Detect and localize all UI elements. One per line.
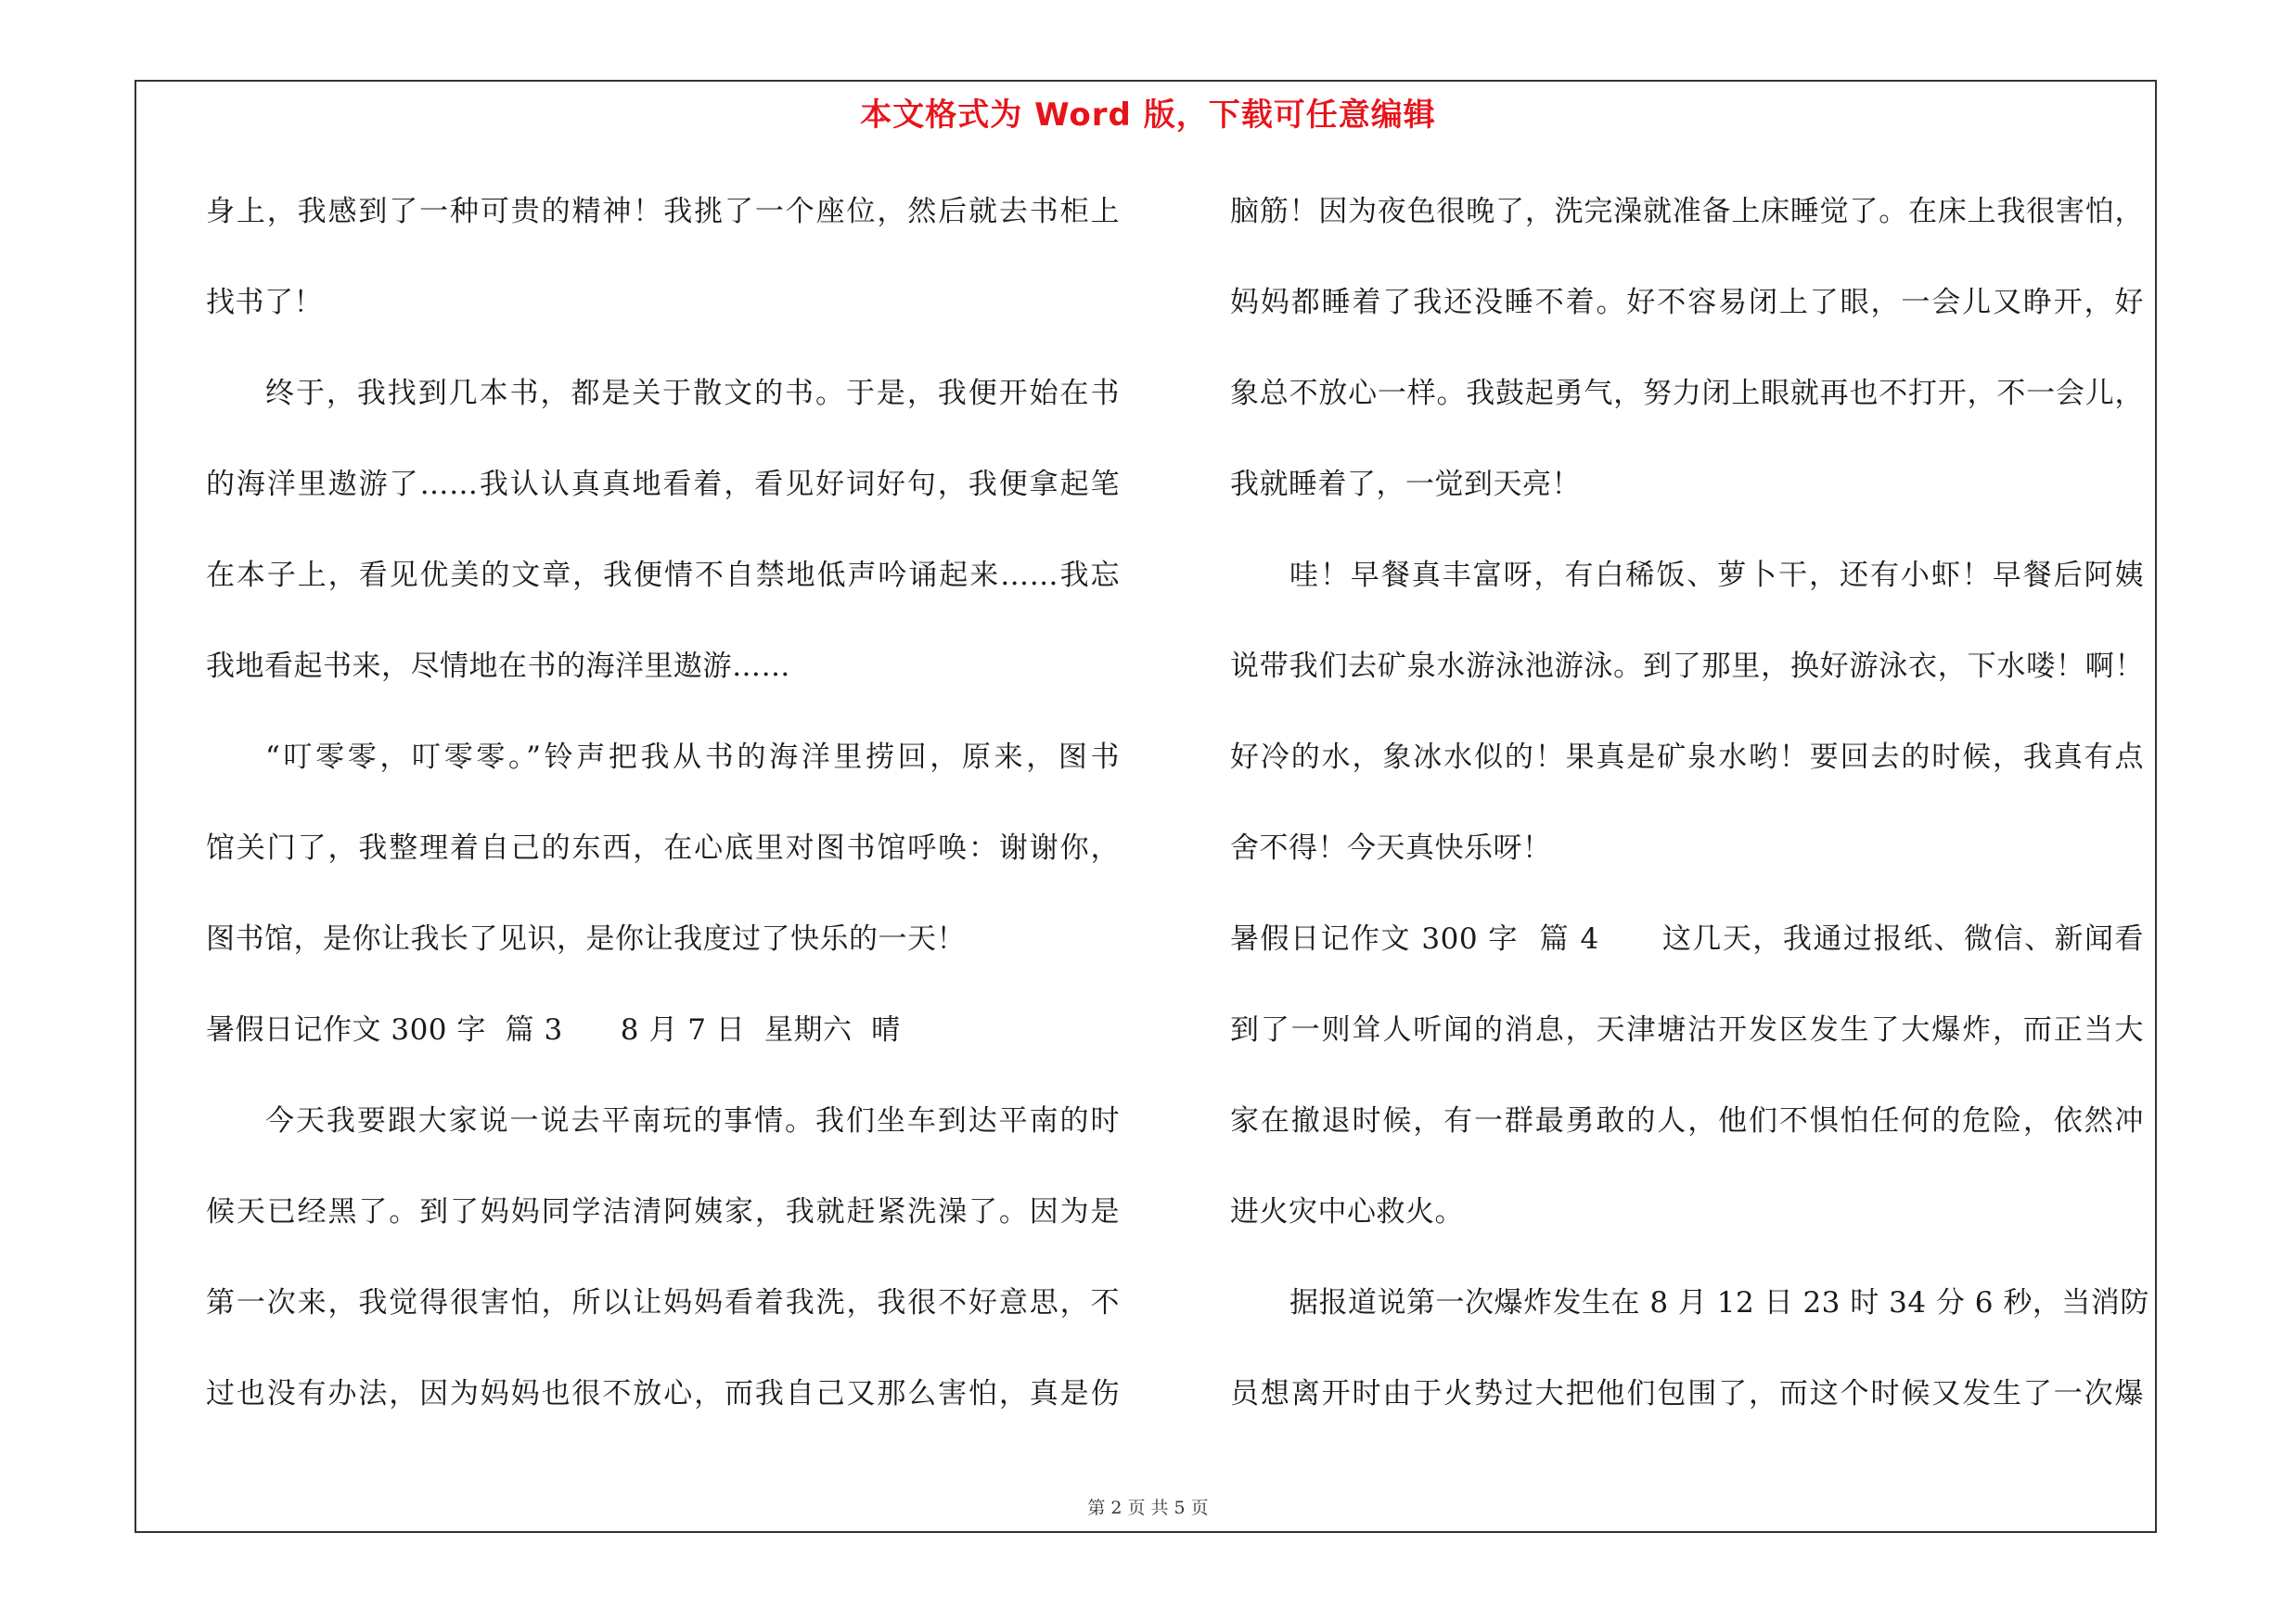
text-line: 找书了！ (206, 286, 323, 319)
right-text-column (1230, 182, 2149, 1455)
section-heading-line: 暑假日记作文 300 字 篇 4 这几天，我通过报纸、微信、新闻看 (1230, 922, 2144, 956)
text-line: 到了一则耸人听闻的消息，天津塘沽开发区发生了大爆炸，而正当大 (1230, 1013, 2144, 1047)
text-line: 图书馆，是你让我长了见识，是你让我度过了快乐的一天！ (206, 922, 966, 956)
text-line: 说带我们去矿泉水游泳池游泳。到了那里，换好游泳衣，下水喽！啊！ (1230, 650, 2144, 683)
footer-mid-label: 页 共 (1127, 1498, 1169, 1518)
text-line: 终于，我找到几本书，都是关于散文的书。于是，我便开始在书 (265, 377, 1120, 410)
document-header-banner: 本文格式为 Word 版，下载可任意编辑 (860, 97, 1436, 134)
text-line: 我地看起书来，尽情地在书的海洋里遨游…… (206, 650, 790, 683)
text-line: 妈妈都睡着了我还没睡不着。好不容易闭上了眼，一会儿又睁开，好 (1230, 286, 2144, 319)
text-line: 象总不放心一样。我鼓起勇气，努力闭上眼就再也不打开，不一会儿， (1230, 377, 2144, 410)
text-line: 哇！早餐真丰富呀，有白稀饭、萝卜干，还有小虾！早餐后阿姨 (1289, 559, 2144, 592)
text-line: 馆关门了，我整理着自己的东西，在心底里对图书馆呼唤：谢谢你， (206, 831, 1120, 865)
left-text-column (206, 182, 1120, 1455)
page-number-footer (0, 1494, 2296, 1519)
text-line: 身上，我感到了一种可贵的精神！我挑了一个座位，然后就去书柜上 (206, 195, 1120, 228)
text-line: 好冷的水，象冰水似的！果真是矿泉水哟！要回去的时候，我真有点 (1230, 741, 2144, 774)
footer-current-page: 2 (1110, 1498, 1122, 1518)
section-heading-line: 暑假日记作文 300 字 篇 3 8 月 7 日 星期六 晴 (206, 1013, 901, 1047)
text-line: 进火灾中心救火。 (1230, 1195, 1464, 1229)
text-line: 第一次来，我觉得很害怕，所以让妈妈看着我洗，我很不好意思，不 (206, 1286, 1120, 1320)
text-line: 脑筋！因为夜色很晚了，洗完澡就准备上床睡觉了。在床上我很害怕， (1230, 195, 2144, 228)
text-line: 我就睡着了，一觉到天亮！ (1230, 468, 1581, 501)
text-line: 今天我要跟大家说一说去平南玩的事情。我们坐车到达平南的时 (265, 1104, 1120, 1138)
text-line: 过也没有办法，因为妈妈也很不放心，而我自己又那么害怕，真是伤 (206, 1377, 1120, 1410)
text-line: 员想离开时由于火势过大把他们包围了，而这个时候又发生了一次爆 (1230, 1377, 2144, 1410)
text-line: 家在撤退时候，有一群最勇敢的人，他们不惧怕任何的危险，依然冲 (1230, 1104, 2144, 1138)
text-line: “叮零零，叮零零。”铃声把我从书的海洋里捞回，原来，图书 (265, 741, 1120, 774)
footer-total-pages: 5 (1174, 1498, 1186, 1518)
text-line: 舍不得！今天真快乐呀！ (1230, 831, 1552, 865)
text-line: 在本子上，看见优美的文章，我便情不自禁地低声吟诵起来……我忘 (206, 559, 1120, 592)
text-line: 的海洋里遨游了……我认认真真地看着，看见好词好句，我便拿起笔 (206, 468, 1120, 501)
text-line: 据报道说第一次爆炸发生在 8 月 12 日 23 时 34 分 6 秒，当消防 (1289, 1286, 2149, 1320)
footer-suffix: 页 (1190, 1498, 1209, 1518)
text-line: 候天已经黑了。到了妈妈同学洁清阿姨家，我就赶紧洗澡了。因为是 (206, 1195, 1120, 1229)
footer-prefix: 第 (1087, 1498, 1106, 1518)
